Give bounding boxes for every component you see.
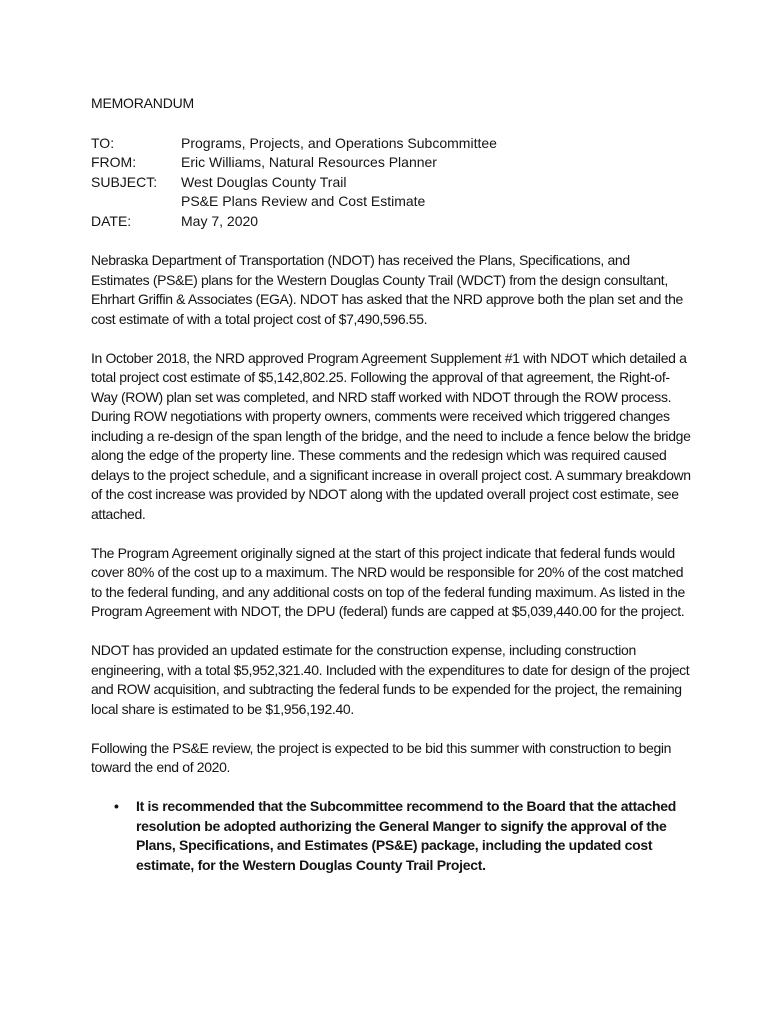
recommendation-item xyxy=(91,797,691,875)
to-row xyxy=(91,134,497,154)
memo-title: MEMORANDUM xyxy=(91,95,194,111)
to-label: TO: xyxy=(91,134,115,151)
date-label: DATE: xyxy=(91,212,132,229)
date-row xyxy=(91,212,497,232)
subject-line-2: PS&E Plans Review and Cost Estimate xyxy=(181,193,426,209)
memo-content xyxy=(91,94,691,875)
subject-row-2 xyxy=(91,192,497,212)
date-value: May 7, 2020 xyxy=(181,212,259,229)
body-paragraph-3: The Program Agreement originally signed at the start of this project indicate that federal funds would cover 80% of the cost up to a maximum. The NRD would be responsible for 20% of the cost matched to the federal funding, and any additional costs on top of the federal funding maximum. As listed in the Program Agreement with NDOT, the DPU (federal) funds are capped at $5,039,440.00 for the project. xyxy=(91,544,685,619)
recommendation-list xyxy=(91,797,691,875)
subject-line-1: West Douglas County Trail xyxy=(181,173,347,190)
to-value: Programs, Projects, and Operations Subcommittee xyxy=(181,134,497,151)
from-row xyxy=(91,153,497,173)
from-value: Eric Williams, Natural Resources Planner xyxy=(181,154,437,170)
subject-label: SUBJECT: xyxy=(91,173,158,190)
body-paragraph-4: NDOT has provided an updated estimate for the construction expense, including construction engineering, with a total $5,952,321.40. Included with the expenditures to date for design of the project and ROW acquisition, and subtracting the federal funds to be expended for the project, the remaining local share is estimated to be $1,956,192.40. xyxy=(91,642,690,717)
body-paragraph-1: Nebraska Department of Transportation (NDOT) has received the Plans, Specifications, and Estimates (PS&E) plans for the Western Douglas County Trail (WDCT) from the design consultant, Ehrhart Griffin & Associates (EGA). NDOT has asked that the NRD approve both the plan set and the cost estimate of with a total project cost of $7,490,596.55. xyxy=(91,252,683,327)
subject-row xyxy=(91,173,497,193)
from-label: FROM: xyxy=(91,154,137,170)
body-paragraph-5: Following the PS&E review, the project is expected to be bid this summer with construction to begin toward the end of 2020. xyxy=(91,739,672,775)
bullet-icon: • xyxy=(114,798,119,814)
recommendation-text: It is recommended that the Subcommittee recommend to the Board that the attached resolution be adopted authorizing the General Manger to signify the approval of the Plans, Specifications, and Estimates (PS&E) package, including the updated cost estimate, for the Western Douglas County Trail Project. xyxy=(136,798,676,873)
memo-header xyxy=(91,134,497,232)
subject-spacer xyxy=(91,192,181,212)
body-paragraph-2: In October 2018, the NRD approved Program Agreement Supplement #1 with NDOT which detailed a total project cost estimate of $5,142,802.25. Following the approval of that agreement, the Right-of-Way (ROW) plan set was completed, and NRD staff worked with NDOT through the ROW process. During ROW negotiations with property owners, comments were received which triggered changes including a re-design of the span length of the bridge, and the need to include a fence below the bridge along the edge of the property line. These comments and the redesign which was required caused delays to the project schedule, and a significant increase in overall project cost. A summary breakdown of the cost increase was provided by NDOT along with the updated overall project cost estimate, see attached. xyxy=(91,349,691,522)
